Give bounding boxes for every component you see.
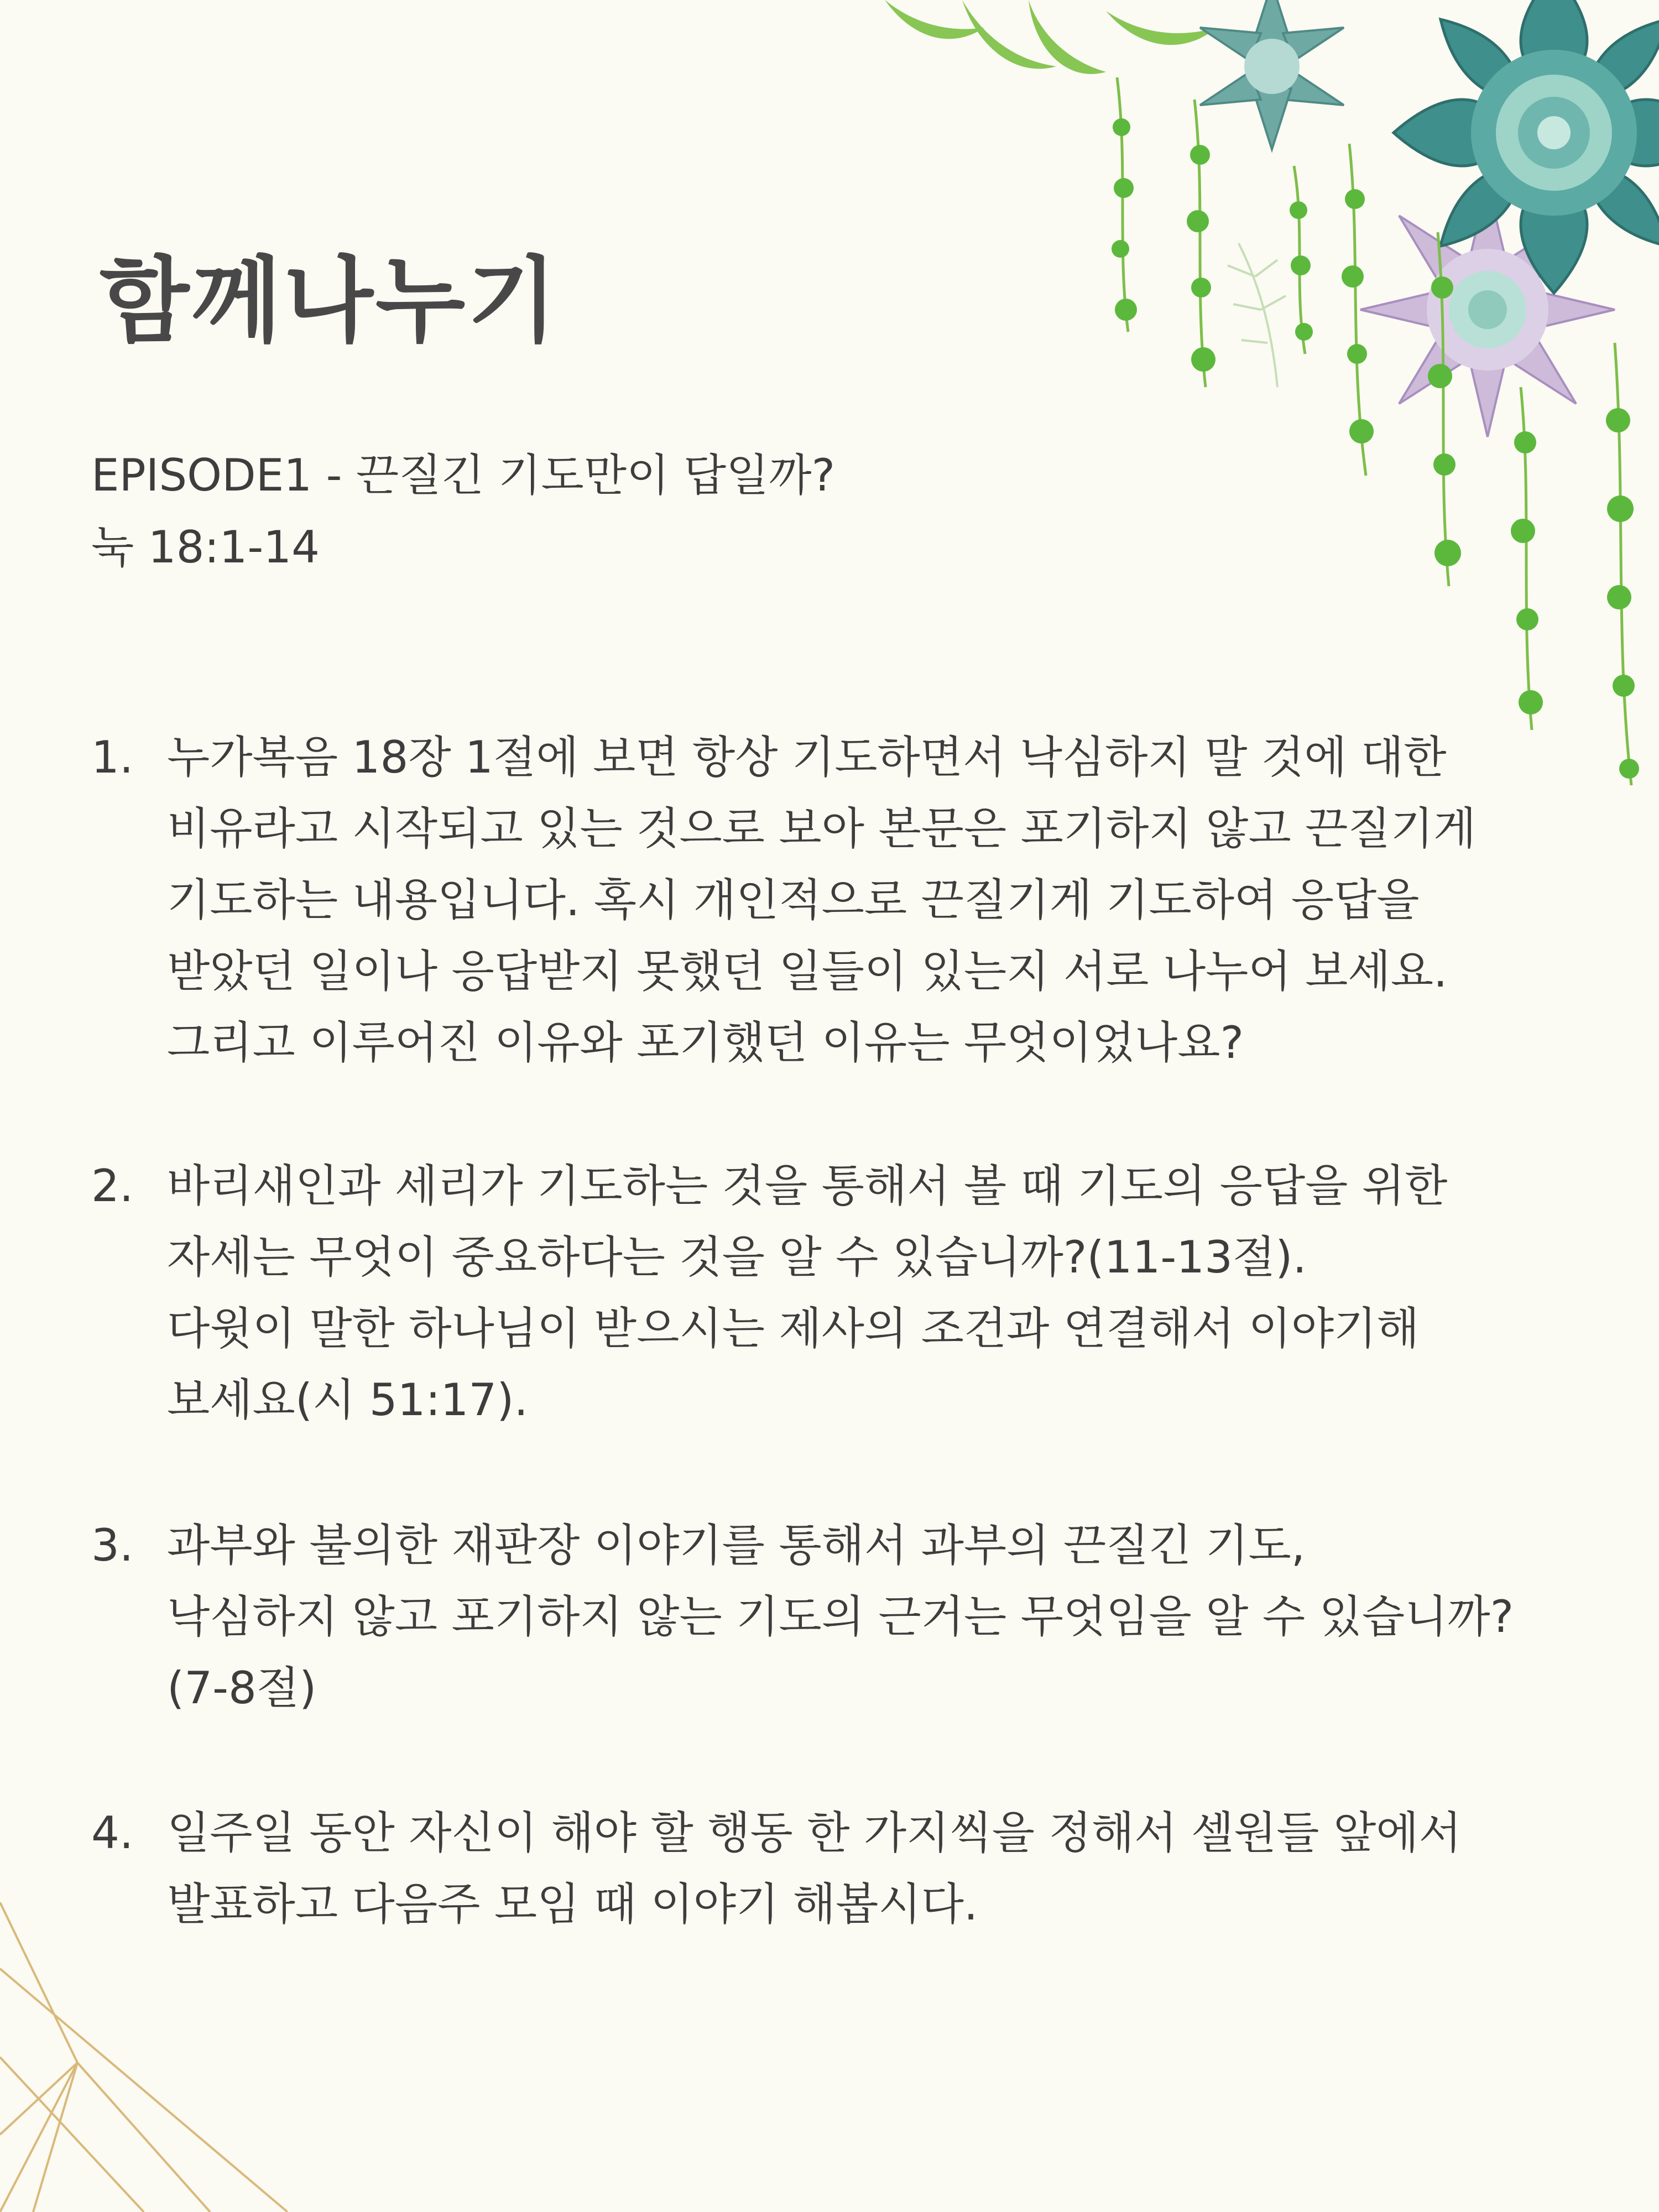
- question-line: 다윗이 말한 하나님이 받으시는 제사의 조건과 연결해서 이야기해: [167, 1303, 1420, 1354]
- question-line: (7-8절): [167, 1662, 317, 1714]
- question-line: 자세는 무엇이 중요하다는 것을 알 수 있습니까?(11-13절).: [167, 1232, 1307, 1283]
- question-line: 보세요(시 51:17).: [167, 1374, 528, 1426]
- question-item: [88, 1797, 1462, 1940]
- question-line: 그리고 이루어진 이유와 포기했던 이유는 무엇이었나요?: [167, 1017, 1244, 1068]
- question-line: 과부와 불의한 재판장 이야기를 통해서 과부의 끈질긴 기도,: [167, 1520, 1306, 1571]
- question-line: 일주일 동안 자신이 해야 할 행동 한 가지씩을 정해서 셀원들 앞에서: [167, 1807, 1462, 1859]
- question-number: 3.: [91, 1520, 134, 1571]
- question-line: 누가복음 18장 1절에 보면 항상 기도하면서 낙심하지 말 것에 대한: [167, 732, 1447, 783]
- episode-title: EPISODE1 - 끈질긴 기도만이 답일까?: [91, 450, 836, 501]
- question-line: 낙심하지 않고 포기하지 않는 기도의 근거는 무엇임을 알 수 있습니까?: [167, 1591, 1514, 1642]
- episode-header: [91, 440, 835, 583]
- question-number: 4.: [91, 1807, 134, 1859]
- question-line: 바리새인과 세리가 기도하는 것을 통해서 볼 때 기도의 응답을 위한: [167, 1160, 1448, 1212]
- question-line: 발표하고 다음주 모임 때 이야기 해봅시다.: [167, 1879, 978, 1930]
- question-line: 기도하는 내용입니다. 혹시 개인적으로 끈질기게 기도하여 응답을: [167, 874, 1420, 926]
- succulent-vine-illustration: [818, 0, 1659, 830]
- question-number: 1.: [91, 732, 134, 783]
- question-item: [88, 722, 1476, 1078]
- page-title: 함께나누기: [100, 247, 560, 355]
- question-number: 2.: [91, 1160, 134, 1212]
- gold-geometric-lines: [0, 1902, 288, 2212]
- scripture-reference: 눅 18:1-14: [91, 521, 320, 573]
- question-line: 받았던 일이나 응답받지 못했던 일들이 있는지 서로 나누어 보세요.: [167, 946, 1448, 997]
- question-line: 비유라고 시작되고 있는 것으로 보아 본문은 포기하지 않고 끈질기게: [167, 803, 1477, 854]
- question-item: [88, 1510, 1514, 1724]
- question-item: [88, 1150, 1447, 1436]
